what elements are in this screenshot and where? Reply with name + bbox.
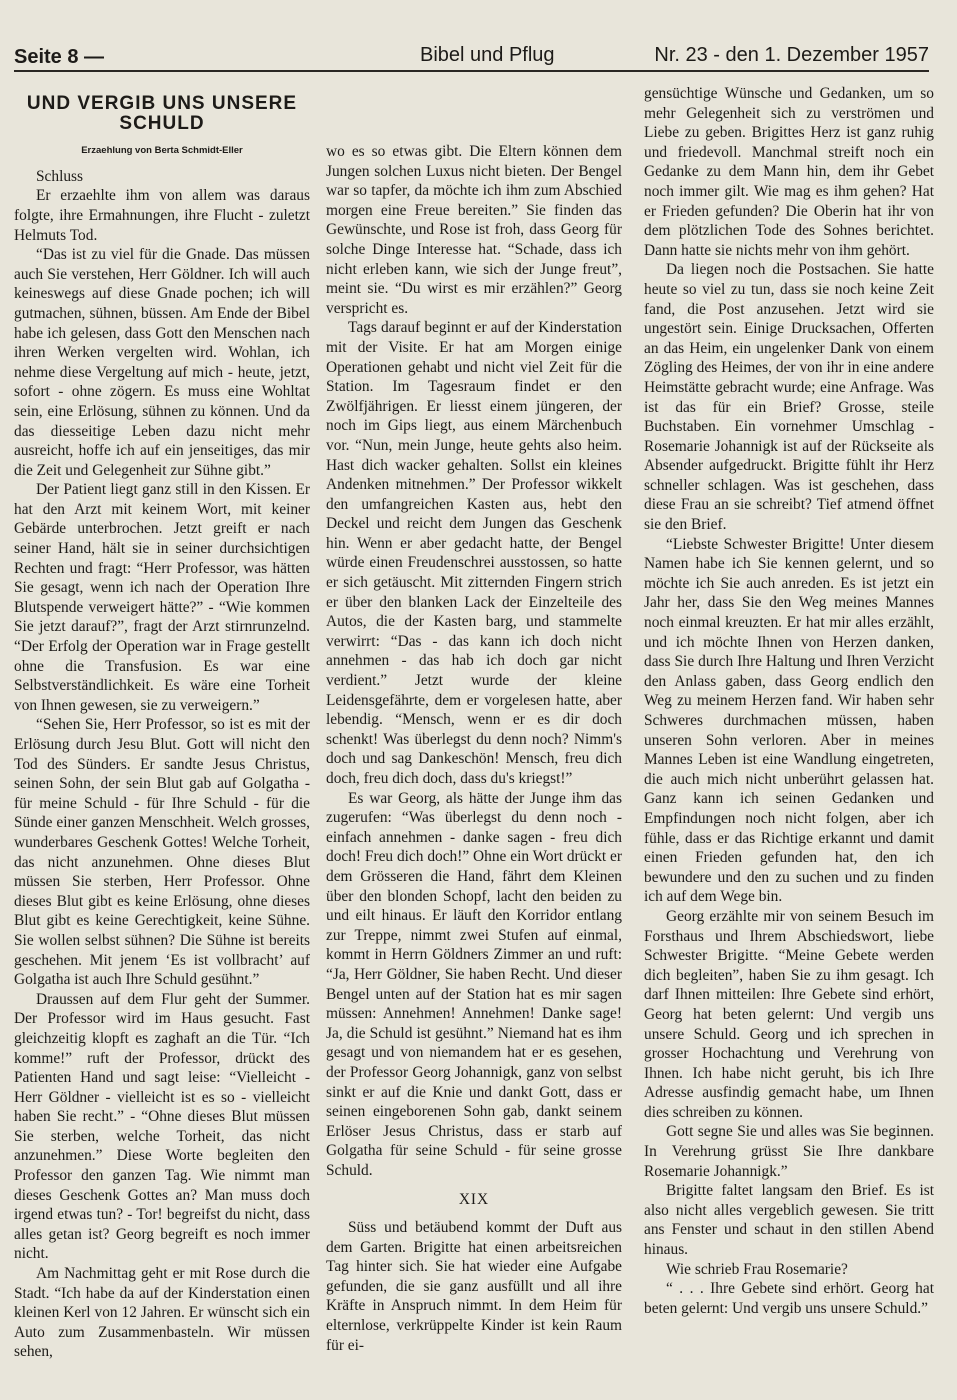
paragraph: Georg erzählte mir von seinem Besuch im Forsthaus und Ihrem Abschiedswort, liebe Schwester Brigitte. “Meine Gebete werden dich begleiten”, haben Sie zu ihm gesagt. Ich darf Ihnen mitteilen: Ihre Gebete sind erhört, Georg hat beten gelernt: Und vergib uns unsere Schuld. Georg und ich sprechen in grosser Hochachtung und Verehrung von Ihnen. Ich habe nicht geruht, bis ich Ihre Adresse ausfindig gemacht habe, um Ihnen dies schreiben zu können.: [644, 907, 934, 1121]
paragraph: Tags darauf beginnt er auf der Kinderstation mit der Visite. Er hat am Morgen einige Operationen gehabt und nicht viel Zeit für die Station. Im Tagesraum findet er den Zwölfjährigen. Er liesst einem jüngeren, der noch im Gips liegt, aus einem Märchenbuch vor. “Nun, mein Junge, heute gehts also heim. Hast dich wacker gehalten. Sollst ein kleines Andenken mitnehmen.” Der Professor wikkelt den umfangreichen Kasten aus, hebt den Deckel und reicht dem Jungen das Geschenk hin. Wenn er aber gedacht hatte, der Bengel würde einen Freudenschrei ausstossen, so hatte er sich getäuscht. Mit zitternden Fingern strich er über den blanken Lack der Einzelteile des Autos, die der Kasten barg, und stammelte verwirrt: “Das - das kann ich doch nicht annehmen - das hab ich doch gar nicht verdient.” Jetzt wurde der kleine Leidensgefährte, dem er vorgelesen hatte, aber lebendig. “Mensch, wenn er es dir doch schenkt! Was überlegst du denn noch? Nimm's doch und sag Dankeschön! Mensch, freu dich doch, freu dich doch, dass du's kriegst!”: [326, 319, 622, 787]
publication-name: Bibel und Pflug: [420, 44, 555, 66]
paragraph: “Liebste Schwester Brigitte! Unter diesem Namen habe ich Sie kennen gelernt, und so möchte ich Sie auch anreden. Es ist jetzt ein Jahr her, dass Sie den Weg meines Mannes noch einmal kreuzten. Er hat mir alles erzählt, und ich möchte Ihnen von Herzen danken, dass Sie durch Ihre Haltung und Ihren Verzicht den Anlass gaben, dass Georg endlich den Weg zu meinem Herzen fand. Wir haben sehr Schweres durchmachen müssen, haben unseren Sohn verloren. Aber in meines Mannes Leben ist eine Wandlung eingetreten, die auch mich nicht unberührt gelassen hat. Ganz kann ich seinen Gedanken und Empfindungen noch nicht folgen, aber ich fühle, dass er das Richtige erkannt und damit einen Frieden gefunden hat, den ich bewundere und den zu suchen und zu finden ich auf dem Wege bin.: [644, 535, 934, 906]
paragraph: Wie schrieb Frau Rosemarie?: [666, 1260, 848, 1278]
page-header: [14, 40, 929, 72]
column-3: [644, 84, 934, 1318]
paragraph: “Sehen Sie, Herr Professor, so ist es mit der Erlösung durch Jesu Blut. Gott will nicht den Tod des Sünders. Er sandte Jesus Christus, seinen Sohn, der sein Blut gab auf Golgatha - für meine Schuld - für Ihre Schuld - für die Sünde einer ganzen Menschheit. Welch grosses, wunderbares Geschenk Gottes! Welche Torheit, das nicht anzunehmen. Ohne dieses Blut müssen Sie sterben, Herr Professor. Ohne dieses Blut gibt es keine Erlösung, ohne dieses Blut gibt es keine Gerechtigkeit, keine Sühne. Sie wollen selbst sühnen? Die Sühne ist bereits geschehen. Mit jenem ‘Es ist vollbracht’ auf Golgatha ist auch Ihre Schuld gesühnt.”: [14, 716, 310, 989]
paragraph: wo es so etwas gibt. Die Eltern können dem Jungen solchen Luxus nicht bieten. Der Bengel war so tapfer, da möchte ich ihm zum Abschied morgen eine Freue bereiten.” Sie finden das Gewünschte, und Rose ist froh, dass Georg für solche Dinge Interesse hat. “Schade, dass ich nicht erleben kann, wie sich der Junge freut”, meint sie. “Du wirst es mir erzählen?” Georg verspricht es.: [326, 143, 622, 317]
page-number: Seite 8 —: [14, 46, 105, 68]
paragraph: gensüchtige Wünsche und Gedanken, um so mehr Gelegenheit sich zu verströmen und Liebe zu geben. Brigittes Herz ist ganz ruhig und friedevoll. Manchmal streift noch ein Gedanke zu dem Mann hin, dem ihr Gebet noch immer gilt. Wie mag es ihm gehen? Hat er Frieden gefunden? Die Oberin hat ihr von dem plötzlichen Tode des Sohnes berichtet. Dann hatte sie nichts mehr von ihm gehört.: [644, 85, 934, 259]
paragraph: “ . . . Ihre Gebete sind erhört. Georg hat beten gelernt: Und vergib uns unsere Schuld.”: [644, 1280, 934, 1317]
issue-date: Nr. 23 - den 1. Dezember 1957: [654, 44, 929, 66]
paragraph: Er erzaehlte ihm von allem was daraus folgte, ihre Ermahnungen, ihre Flucht - zuletzt Helmuts Tod.: [14, 187, 310, 244]
paragraph: Es war Georg, als hätte der Junge ihm das zugerufen: “Was überlegst du denn noch - einfach annehmen - danke sagen - freu dich doch! Freu dich doch!” Ohne ein Wort drückt er dem Grösseren die Hand, fährt dem Kleinen über den blonden Schopf, lacht den beiden zu und eilt hinaus. Er läuft den Korridor entlang zur Treppe, nimmt zwei Stufen auf einmal, kommt in Herrn Göldners Zimmer an und ruft: “Ja, Herr Göldner, Sie haben Recht. Und dieser Bengel unten auf der Station hat es mir sagen müssen: Annehmen! Annehmen! Danke sage! Ja, die Schuld ist gesühnt.” Niemand hat es ihm gesagt und von niemandem hat er es gesehen, der Professor Georg Johannigk, ganz von selbst sinkt er auf die Knie und dankt Gott, dass er seinen eingeborenen Sohn gab, dankt seinem Erlöser Jesus Christus, dass er starb auf Golgatha für seine Schuld - für seine grosse Schuld.: [326, 789, 622, 1179]
paragraph: Gott segne Sie und alles was Sie beginnen. In Verehrung grüsst Sie Ihre dankbare Rosemarie Johannigk.”: [644, 1123, 934, 1180]
paragraph: Süss und betäubend kommt der Duft aus dem Garten. Brigitte hat einen arbeitsreichen Tag hinter sich. Sie hat wieder eine Aufgabe gefunden, die sie ganz ausfüllt und all ihre Kräfte in Anspruch nimmt. In dem Heim für elternlose, verkrüppelte Kinder ist kein Raum für ei-: [326, 1219, 622, 1354]
paragraph: Der Patient liegt ganz still in den Kissen. Er hat den Arzt mit keinem Wort, mit keiner Gebärde unterbrochen. Jetzt greift er nach seiner Hand, hält sie in seiner durchsichtigen Rechten und fragt: “Herr Professor, was hätten Sie gesagt, wenn ich nach der Operation Ihre Blutspende verweigert hätte?” - “Wie kommen Sie jetzt darauf?”, fragt der Arzt stirnrunzelnd. “Der Erfolg der Operation war in Frage gestellt ohne die Transfusion. Es war eine Selbstverständlichkeit. Es wäre eine Torheit von Ihnen gewesen, sie zu verweigern.”: [14, 481, 310, 714]
column-2: [326, 142, 622, 1355]
chapter-heading: XIX: [458, 1191, 490, 1209]
article-title: UND VERGIB UNS UNSERE SCHULD: [26, 93, 298, 134]
paragraph: Draussen auf dem Flur geht der Summer. Der Professor wird im Haus gesucht. Fast gleichzeitig klopft es zaghaft an die Tür. “Ich komme!” ruft der Professor, drückt des Patienten Hand und sagt leise: “Vielleicht - Herr Göldner - vielleicht ist es so - vielleicht haben Sie recht.” - “Ohne dieses Blut müssen Sie sterben, welche Torheit, das nicht anzunehmen.” Diese Worte begleiten den Professor den ganzen Tag. Wie nimmt man dieses Geschenk Gottes an? Man muss doch irgend etwas tun? - Tor! begreifst du nicht, dass alles getan ist? Georg begreift es noch immer nicht.: [14, 990, 310, 1263]
column-1: [14, 84, 310, 1362]
paragraph: Am Nachmittag geht er mit Rose durch die Stadt. “Ich habe da auf der Kinderstation einen kleinen Kerl von 12 Jahren. Er wünscht sich ein Auto zum Zusammenbasteln. Wir müssen sehen,: [14, 1265, 310, 1361]
paragraph: Da liegen noch die Postsachen. Sie hatte heute so viel zu tun, dass sie noch keine Zeit fand, die Post anzusehen. Jetzt wird sie ungestört sein. Einige Drucksachen, Offerten an das Heim, ein ungelenker Dank von einem Zögling des Heimes, der von ihr in eine andere Heimstätte gebracht wurde; eine Anfrage. Was ist das für ein Brief? Grosse, steile Buchstaben. Ein vornehmer Umschlag - Rosemarie Johannigk ist auf der Rückseite als Absender aufgedruckt. Brigitte fühlt ihr Herz schneller schlagen. Was ist geschehen, dass diese Frau an sie schreibt? Tief atmend öffnet sie den Brief.: [644, 261, 934, 534]
article-subtitle: Erzaehlung von Berta Schmidt-Eller: [81, 145, 243, 157]
paragraph: Schluss: [36, 167, 84, 185]
paragraph: “Das ist zu viel für die Gnade. Das müssen auch Sie verstehen, Herr Göldner. Ich will auch keineswegs auf diese Gnade pochen; ich will gutmachen, sühnen, büssen. Am Ende der Bibel habe ich gelesen, dass Gott den Menschen nach ihren Werken vergelten wird. Wohlan, ich nehme diese Vergeltung auf mich - heute, jetzt, sofort - ohne zögern. Es muss eine Wohltat sein, eine Erlösung, sühnen zu können. Und da das diesseitige Leben dazu nicht mehr ausreicht, hoffe ich auf ein jenseitiges, das mir die Zeit und Gelegenheit zur Sühne gibt.”: [14, 246, 310, 479]
paragraph: Brigitte faltet langsam den Brief. Es ist also nicht alles vergeblich gewesen. Sie tritt ans Fenster und schaut in den stillen Abend hinaus.: [644, 1182, 934, 1259]
